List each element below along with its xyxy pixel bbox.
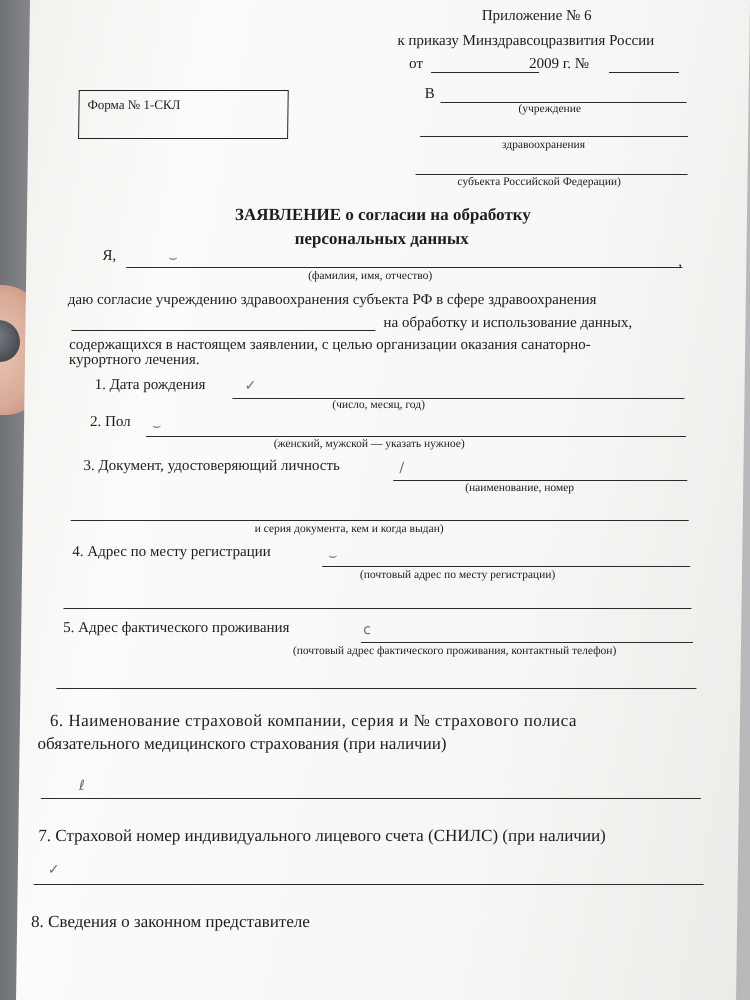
check-mark: ✓ — [47, 862, 60, 878]
item-birth-date-label: 1. Дата рождения — [94, 377, 206, 393]
institution-line-3[interactable] — [416, 174, 688, 175]
health-caption: здравоохранения — [501, 139, 586, 151]
subject-caption: субъекта Российской Федерации) — [457, 176, 621, 188]
institution-name-line[interactable] — [71, 330, 375, 331]
consent-line-4: курортного лечения. — [68, 352, 200, 368]
document-page — [16, 0, 750, 1000]
actual-address-caption: (почтовый адрес фактического проживания, контактный телефон) — [292, 645, 617, 657]
document-caption-2: и серия документа, кем и когда выдан) — [254, 523, 444, 535]
date-year: 2009 г. № — [528, 56, 590, 72]
birth-date-caption: (число, месяц, год) — [332, 399, 426, 411]
handwritten-mark: ⌣ — [328, 548, 338, 564]
intro-i: Я, — [102, 248, 117, 264]
registration-address-line-2[interactable] — [63, 608, 691, 609]
form-number-box — [78, 90, 289, 139]
order-label: к приказу Минздравсоцразвития России — [397, 33, 655, 49]
handwritten-mark: ℓ — [78, 778, 85, 794]
institution-line-2[interactable] — [420, 136, 688, 137]
birth-date-field-line[interactable] — [232, 398, 684, 399]
title-rest: о согласии на обработку — [345, 205, 531, 224]
handwritten-mark: ⌣ — [151, 418, 162, 434]
intro-comma: , — [678, 254, 683, 270]
number-field-line[interactable] — [609, 72, 679, 73]
document-title-line2: персональных данных — [294, 229, 469, 248]
appendix-label: Приложение № 6 — [481, 8, 592, 24]
actual-address-line[interactable] — [361, 642, 693, 643]
item-actual-address-label: 5. Адрес фактического проживания — [63, 620, 290, 636]
check-mark: / — [399, 460, 405, 476]
insurance-field-line[interactable] — [41, 798, 701, 799]
check-mark: ✓ — [244, 378, 257, 394]
document-field-line[interactable] — [393, 480, 687, 481]
registration-address-line[interactable] — [322, 566, 690, 567]
institution-caption: (учреждение — [518, 103, 582, 115]
document-title-line1 — [235, 205, 531, 225]
registration-address-caption: (почтовый адрес по месту регистрации) — [359, 569, 556, 581]
title-bold-word: ЗАЯВЛЕНИЕ — [234, 205, 342, 224]
sex-caption: (женский, мужской — указать нужное) — [273, 438, 465, 450]
item-insurance-label-1: 6. Наименование страховой компании, серия и № страхового полиса — [49, 711, 578, 730]
fio-field-line[interactable] — [126, 267, 682, 268]
fio-caption: (фамилия, имя, отчество) — [308, 270, 433, 282]
sex-field-line[interactable] — [146, 436, 686, 437]
item-sex-label: 2. Пол — [89, 414, 131, 430]
item-document-label: 3. Документ, удостоверяющий личность — [83, 458, 341, 474]
handwritten-mark: c — [363, 622, 372, 638]
actual-address-line-2[interactable] — [56, 688, 696, 689]
consent-line-2: на обработку и использование данных, — [383, 315, 633, 331]
consent-line-1: даю согласие учреждению здравоохранения субъекта РФ в сфере здравоохранения — [67, 292, 597, 308]
document-field-line-2[interactable] — [71, 520, 689, 521]
item-legal-representative-label: 8. Сведения о законном представителе — [30, 912, 311, 931]
item-snils-label: 7. Страховой номер индивидуального лицевого счета (СНИЛС) (при наличии) — [38, 826, 606, 845]
to-prefix: В — [424, 86, 435, 102]
date-prefix: от — [408, 56, 424, 72]
snils-field-line[interactable] — [34, 884, 704, 885]
form-number-label: Форма № 1-СКЛ — [87, 97, 181, 112]
item-insurance-label-2: обязательного медицинского страхования (при наличии) — [37, 734, 447, 753]
handwritten-mark: ⌣ — [168, 250, 178, 266]
item-registration-address-label: 4. Адрес по месту регистрации — [72, 544, 271, 560]
consent-line-3: содержащихся в настоящем заявлении, с целью организации оказания санаторно- — [69, 337, 591, 353]
document-caption-1: (наименование, номер — [465, 482, 575, 494]
date-field-line[interactable] — [431, 72, 539, 73]
